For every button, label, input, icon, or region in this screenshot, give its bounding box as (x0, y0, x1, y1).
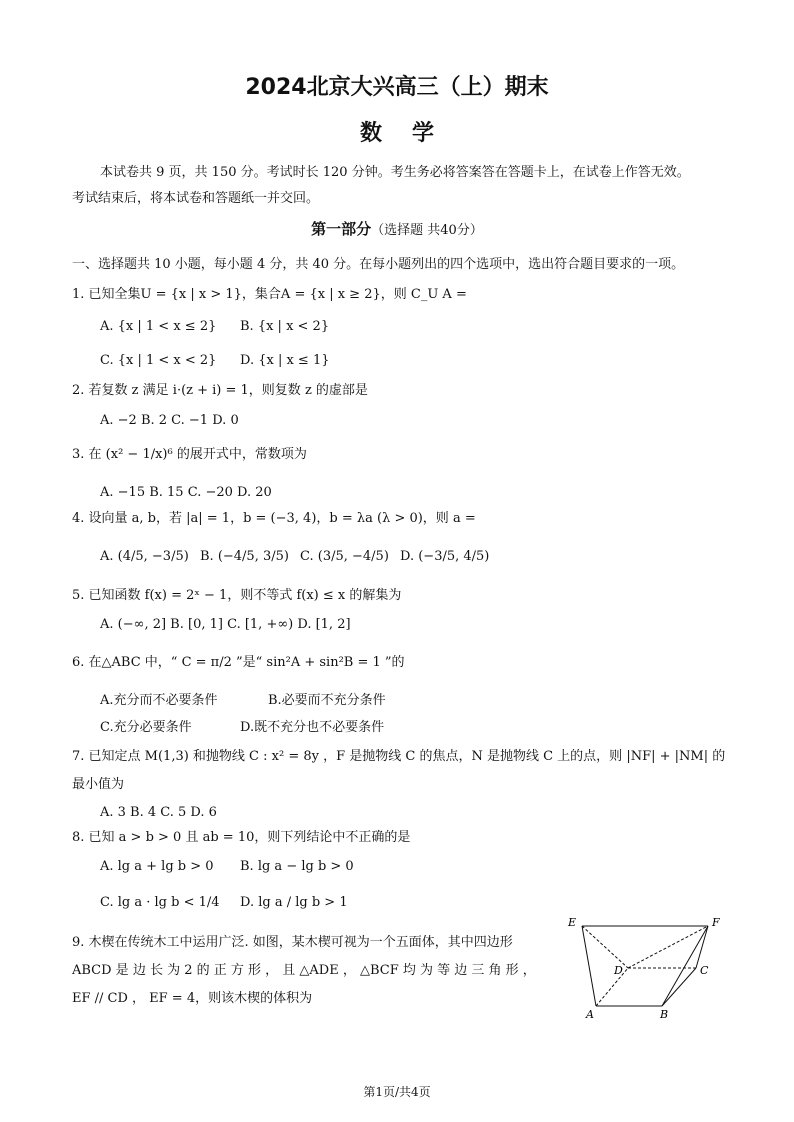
intro-line-1: 本试卷共 9 页，共 150 分。考试时长 120 分钟。考生务必将答案答在答题卡上，在试卷上作答无效。 (100, 165, 690, 180)
q5-stem: 5. 已知函数 f(x) = 2ˣ − 1，则不等式 f(x) ≤ x 的解集为 (72, 588, 402, 603)
edge-ed (582, 926, 628, 968)
label-f: F (712, 916, 720, 929)
q5-options: A. (−∞, 2] B. [0, 1] C. [1, +∞) D. [1, 2] (100, 617, 351, 632)
q6-option-c: C.充分必要条件 (100, 720, 192, 735)
exam-title: 2024北京大兴高三（上）期末 (245, 75, 549, 100)
label-c: C (700, 964, 709, 977)
q7-stem: 7. 已知定点 M(1,3) 和抛物线 C : x² = 8y ，F 是抛物线 C 的焦点，N 是抛物线 C 上的点，则 |NF| + |NM| 的 (72, 749, 726, 764)
q6-option-a: A.充分而不必要条件 (100, 693, 218, 708)
q7-options: A. 3 B. 4 C. 5 D. 6 (100, 805, 217, 820)
q4-option-c: C. (3/5, −4/5) (300, 549, 389, 564)
instructions: 一、选择题共 10 小题，每小题 4 分，共 40 分。在每小题列出的四个选项中，选出符合题目要求的一项。 (72, 257, 685, 272)
edge-ad-hidden-part (596, 968, 628, 1006)
q8-option-a: A. lg a + lg b > 0 (100, 859, 214, 874)
q2-stem: 2. 若复数 z 满足 i·(z + i) = 1，则复数 z 的虚部是 (72, 383, 368, 398)
section-note: （选择题 共40分） (371, 223, 483, 238)
q7-stem-continued: 最小值为 (72, 777, 125, 792)
q3-options: A. −15 B. 15 C. −20 D. 20 (100, 485, 272, 500)
q4-option-a: A. (4/5, −3/5) (100, 549, 189, 564)
q6-option-d: D.既不充分也不必要条件 (240, 720, 385, 735)
q4-stem: 4. 设向量 a, b，若 |a| = 1，b = (−3, 4)，b = λa (λ > 0)，则 a = (72, 511, 476, 526)
q6-option-b: B.必要而不充分条件 (268, 693, 386, 708)
q2-options: A. −2 B. 2 C. −1 D. 0 (100, 413, 239, 428)
q6-stem: 6. 在△ABC 中，“ C = π/2 ”是“ sin²A + sin²B = 1 ”的 (72, 655, 405, 670)
q3-stem: 3. 在 (x² − 1/x)⁶ 的展开式中，常数项为 (72, 447, 307, 462)
q8-option-d: D. lg a / lg b > 1 (240, 895, 348, 910)
q1-option-b: B. {x | x < 2} (240, 319, 330, 334)
edge-bc (662, 968, 696, 1006)
label-b: B (660, 1008, 669, 1021)
label-d: D (614, 964, 623, 977)
q8-option-b: B. lg a − lg b > 0 (240, 859, 354, 874)
q9-line-2: ABCD 是 边 长 为 2 的 正 方 形 ， 且 △ADE ， △BCF 均 为 等 边 三 角 形 ， (72, 963, 536, 978)
section-title: 第一部分 (311, 220, 372, 238)
q4-option-b: B. (−4/5, 3/5) (200, 549, 289, 564)
label-a: A (586, 1008, 594, 1021)
q1-option-c: C. {x | 1 < x < 2} (100, 353, 217, 368)
label-e: E (568, 916, 577, 929)
q9-line-1: 9. 木楔在传统木工中运用广泛. 如图，某木楔可视为一个五面体，其中四边形 (72, 935, 513, 950)
q8-stem: 8. 已知 a > b > 0 且 ab = 10，则下列结论中不正确的是 (72, 830, 411, 845)
q1-option-a: A. {x | 1 < x ≤ 2} (100, 319, 217, 334)
q9-line-3: EF // CD ， EF = 4，则该木楔的体积为 (72, 991, 313, 1006)
edge-fc (696, 926, 708, 968)
q8-option-c: C. lg a · lg b < 1/4 (100, 895, 220, 910)
exam-subject: 数学 (359, 121, 464, 146)
wedge-figure (562, 910, 732, 1022)
section-heading (0, 218, 794, 239)
edge-ea (582, 926, 596, 1006)
q1-option-d: D. {x | x ≤ 1} (240, 353, 330, 368)
q4-option-d: D. (−3/5, 4/5) (400, 549, 490, 564)
intro-line-2: 考试结束后，将本试卷和答题纸一并交回。 (72, 191, 320, 206)
page-footer: 第1页/共4页 (363, 1085, 431, 1099)
q1-stem: 1. 已知全集U = {x | x > 1}，集合A = {x | x ≥ 2}，则 C_U A = (72, 287, 467, 302)
